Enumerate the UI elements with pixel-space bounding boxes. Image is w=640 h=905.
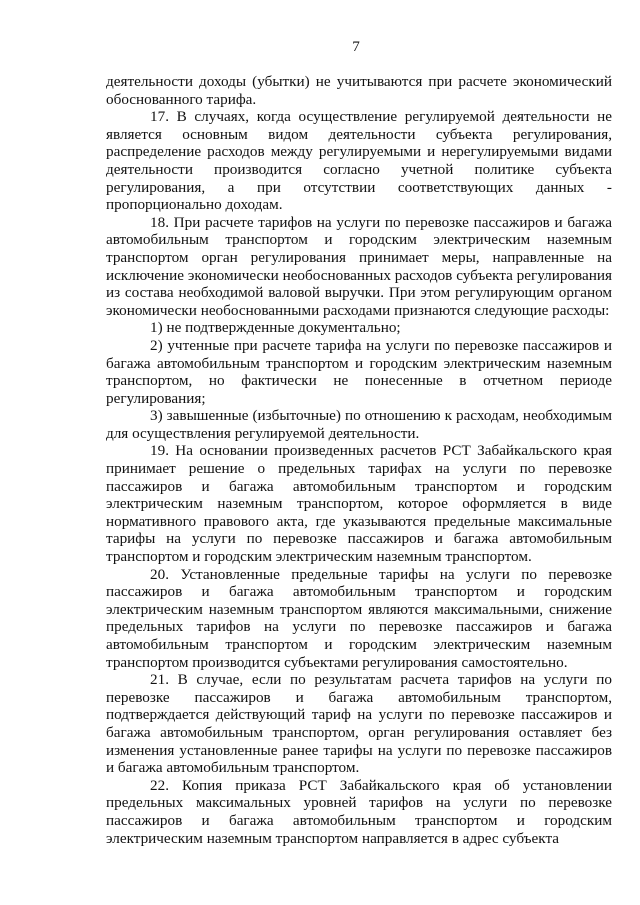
paragraph-18-item-1: 1) не подтвержденные документально; bbox=[150, 319, 401, 337]
paragraph-18-item-3: 3) завышенные (избыточные) по отношению к расходам, необходимым для осуществления регулируемой деятельности. bbox=[106, 407, 612, 442]
paragraph-18-item-2: 2) учтенные при расчете тарифа на услуги по перевозке пассажиров и багажа автомобильным транспортом и городским электрическим наземным транспортом, но фактически не понесенные в отчетном периоде регулирования; bbox=[106, 336, 612, 407]
paragraph-21: 21. В случае, если по результатам расчета тарифов на услуги по перевозке пассажиров и багажа автомобильным транспортом, подтверждается действующий тариф на услуги по перевозке пассажиров и багажа автомобильным транспортом, орган регулирования оставляет без изменения установленные ранее тарифы на услуги по перевозке пассажиров и багажа автомобильным транспортом. bbox=[106, 671, 612, 777]
paragraph-19: 19. На основании произведенных расчетов РСТ Забайкальского края принимает решение о предельных тарифах на услуги по перевозке пассажиров и багажа автомобильным транспортом и городским электрическим наземным транспортом, которое оформляется в виде нормативного правового акта, где указываются предельные максимальные тарифы на услуги по перевозке пассажиров и багажа автомобильным транспортом и городским электрическим наземным транспортом. bbox=[106, 442, 612, 566]
page-number: 7 bbox=[352, 38, 360, 55]
paragraph-continuation: деятельности доходы (убытки) не учитываются при расчете экономический обоснованного тарифа. bbox=[106, 73, 612, 108]
paragraph-17: 17. В случаях, когда осуществление регулируемой деятельности не является основным видом деятельности субъекта регулирования, распределение расходов между регулируемыми и нерегулируемыми видами деятельности производится согласно учетной политике субъекта регулирования, а при отсутствии соответствующих данных - пропорционально доходам. bbox=[106, 108, 612, 214]
paragraph-22: 22. Копия приказа РСТ Забайкальского края об установлении предельных максимальных уровней тарифов на услуги по перевозке пассажиров и багажа автомобильным транспортом и городским электрическим наземным транспортом направляется в адрес субъекта bbox=[106, 776, 612, 847]
document-body bbox=[106, 73, 612, 847]
paragraph-20: 20. Установленные предельные тарифы на услуги по перевозке пассажиров и багажа автомобильным транспортом и городским электрическим наземным транспортом являются максимальными, снижение предельных тарифов на услуги по перевозке пассажиров и багажа автомобильным транспортом и городским электрическим наземным транспортом производится субъектами регулирования самостоятельно. bbox=[106, 565, 612, 671]
paragraph-18: 18. При расчете тарифов на услуги по перевозке пассажиров и багажа автомобильным транспортом и городским электрическим наземным транспортом орган регулирования принимает меры, направленные на исключение экономически необоснованных расходов субъекта регулирования из состава необходимой валовой выручки. При этом регулирующим органом экономически необоснованными расходами признаются следующие расходы: bbox=[106, 213, 612, 319]
